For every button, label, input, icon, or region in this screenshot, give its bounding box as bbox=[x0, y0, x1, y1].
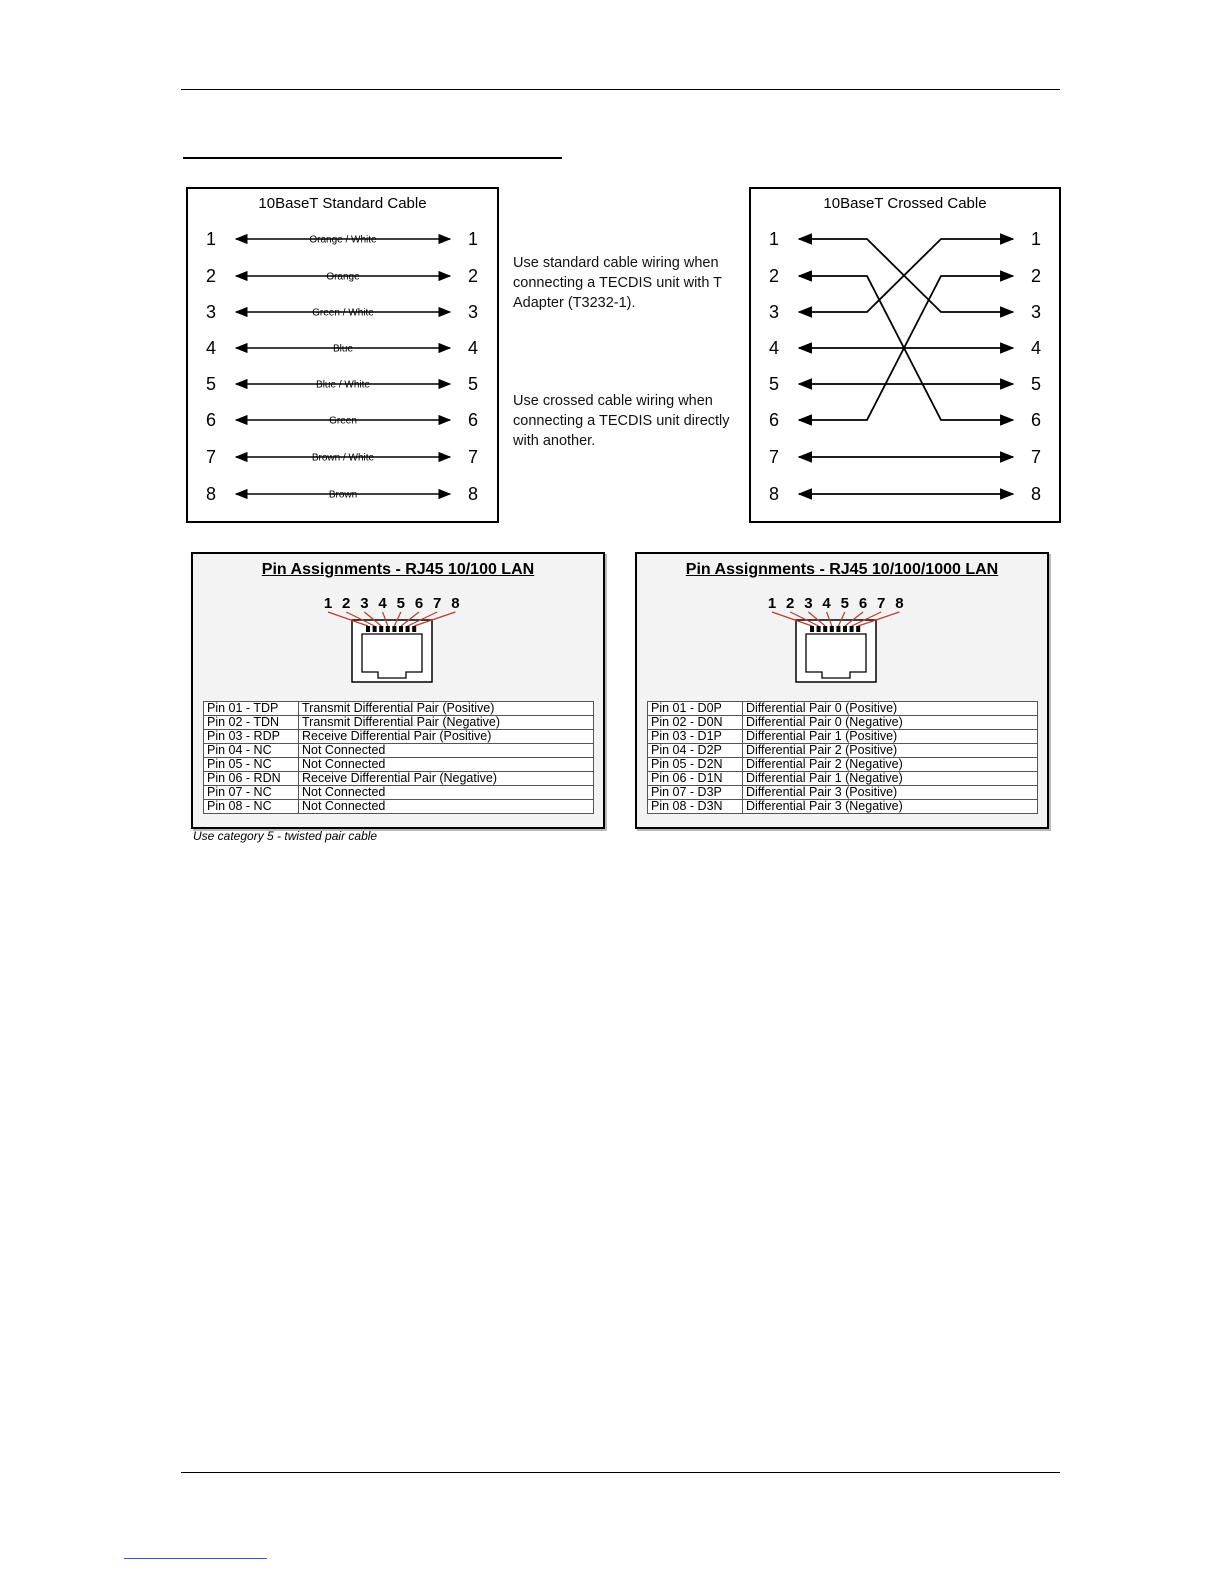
pin-description-cell: Not Connected bbox=[299, 744, 594, 758]
rj45-10-100-1000-pin-number: 1 bbox=[767, 595, 777, 612]
pin-description-cell: Differential Pair 2 (Positive) bbox=[743, 744, 1038, 758]
rj45-10-100-pin-number: 2 bbox=[342, 595, 351, 612]
pin-id-cell: Pin 07 - D3P bbox=[648, 786, 743, 800]
rj45-contact bbox=[373, 626, 377, 632]
standard-wire-label: Brown bbox=[328, 489, 358, 501]
pin-assignments-10-100-title: Pin Assignments - RJ45 10/100 LAN bbox=[261, 561, 535, 578]
standard-wire-label: Green bbox=[329, 415, 357, 427]
standard-left-pin-number: 5 bbox=[206, 374, 217, 394]
rj45-contact bbox=[379, 626, 383, 632]
rj45-contact bbox=[399, 626, 403, 632]
rj45-10-100-pin-number: 5 bbox=[396, 595, 405, 612]
crossed-cable-diagram bbox=[749, 187, 1061, 523]
rj45-body bbox=[352, 620, 432, 682]
pin-id-cell: Pin 05 - D2N bbox=[648, 758, 743, 772]
pin-id-cell: Pin 06 - D1N bbox=[648, 772, 743, 786]
crossed-right-pin-number: 3 bbox=[1031, 302, 1042, 322]
rj45-contact bbox=[830, 626, 834, 632]
rj45-10-100-pin-number: 1 bbox=[323, 595, 333, 612]
pin-id-cell: Pin 04 - NC bbox=[204, 744, 299, 758]
rj45-10-100-1000-pin-number: 7 bbox=[877, 595, 886, 612]
rj45-10-100-pin-number: 6 bbox=[414, 595, 424, 612]
crossed-right-pin-number: 6 bbox=[1031, 410, 1042, 430]
pin-row bbox=[204, 702, 594, 716]
pin-row bbox=[648, 744, 1038, 758]
rj45-contact bbox=[850, 626, 854, 632]
crossed-right-pin-number: 4 bbox=[1031, 338, 1042, 358]
crossed-left-pin-number: 3 bbox=[769, 302, 780, 322]
standard-left-pin-number: 7 bbox=[206, 447, 217, 467]
pin-row bbox=[204, 786, 594, 800]
pin-assignments-10-100-1000-title: Pin Assignments - RJ45 10/100/1000 LAN bbox=[685, 561, 999, 578]
pin-row bbox=[648, 758, 1038, 772]
pin-row bbox=[648, 702, 1038, 716]
pin-row bbox=[204, 800, 594, 814]
rj45-pin-line bbox=[328, 612, 368, 626]
pin-id-cell: Pin 04 - D2P bbox=[648, 744, 743, 758]
crossed-left-pin-number: 7 bbox=[769, 447, 780, 467]
rj45-10-100-1000-pin-number: 3 bbox=[804, 595, 813, 612]
pin-description-cell: Differential Pair 3 (Positive) bbox=[743, 786, 1038, 800]
standard-wire-label: Blue bbox=[332, 343, 354, 355]
pin-id-cell: Pin 01 - D0P bbox=[648, 702, 743, 716]
crossed-right-pin-number: 1 bbox=[1031, 229, 1042, 249]
rj45-contact bbox=[817, 626, 821, 632]
pin-row bbox=[648, 786, 1038, 800]
standard-wire-label: Orange / White bbox=[309, 234, 377, 246]
pin-assignments-10-100-1000-panel bbox=[635, 552, 1049, 829]
pin-description-cell: Differential Pair 3 (Negative) bbox=[743, 800, 1038, 814]
rj45-10-100-1000-pin-number: 2 bbox=[786, 595, 795, 612]
pin-id-cell: Pin 01 - TDP bbox=[204, 702, 299, 716]
standard-wire-label: Brown / White bbox=[311, 452, 375, 464]
pin-row bbox=[204, 716, 594, 730]
rj45-10-100-1000-pin-number: 5 bbox=[840, 595, 849, 612]
pin-assignments-10-100-1000-table bbox=[647, 701, 1038, 814]
rj45-10-100-pin-number: 3 bbox=[360, 595, 369, 612]
pin-description-cell: Differential Pair 2 (Negative) bbox=[743, 758, 1038, 772]
crossed-left-pin-number: 2 bbox=[769, 266, 780, 286]
pin-row bbox=[648, 772, 1038, 786]
header-rule bbox=[181, 89, 1060, 90]
standard-right-pin-number: 2 bbox=[468, 266, 479, 286]
rj45-contact bbox=[392, 626, 396, 632]
rj45-pin-line bbox=[772, 612, 812, 626]
standard-wire-label: Green / White bbox=[312, 307, 374, 319]
crossed-left-pin-number: 4 bbox=[769, 338, 780, 358]
rj45-connector-icon bbox=[760, 590, 924, 700]
pin-row bbox=[204, 744, 594, 758]
standard-left-pin-number: 1 bbox=[206, 229, 217, 249]
rj45-pin-line bbox=[414, 612, 455, 626]
crossed-left-pin-number: 5 bbox=[769, 374, 780, 394]
standard-right-pin-number: 5 bbox=[468, 374, 479, 394]
rj45-contact bbox=[366, 626, 370, 632]
crossed-cable-title: 10BaseT Crossed Cable bbox=[823, 195, 987, 212]
cable-category-caption: Use category 5 - twisted pair cable bbox=[193, 829, 378, 843]
standard-right-pin-number: 6 bbox=[468, 410, 479, 430]
pin-assignments-10-100-table bbox=[203, 701, 594, 814]
rj45-contact bbox=[823, 626, 827, 632]
rj45-10-100-pin-number: 8 bbox=[451, 595, 460, 612]
pin-id-cell: Pin 03 - D1P bbox=[648, 730, 743, 744]
pin-description-cell: Differential Pair 1 (Positive) bbox=[743, 730, 1038, 744]
standard-left-pin-number: 6 bbox=[206, 410, 217, 430]
standard-cable-note: Use standard cable wiring when connecting a TECDIS unit with T Adapter (T3232-1). bbox=[513, 255, 722, 311]
footer-link-underline bbox=[124, 1558, 267, 1559]
crossed-right-pin-number: 5 bbox=[1031, 374, 1042, 394]
crossed-right-pin-number: 7 bbox=[1031, 447, 1042, 467]
crossed-cable-note: Use crossed cable wiring when connecting a TECDIS unit directly with another. bbox=[513, 393, 730, 449]
pin-id-cell: Pin 08 - D3N bbox=[648, 800, 743, 814]
standard-wire-label: Blue / White bbox=[316, 379, 370, 391]
rj45-body bbox=[796, 620, 876, 682]
standard-right-pin-number: 1 bbox=[468, 229, 479, 249]
rj45-10-100-pin-number: 7 bbox=[433, 595, 442, 612]
standard-left-pin-number: 8 bbox=[206, 484, 217, 504]
pin-id-cell: Pin 03 - RDP bbox=[204, 730, 299, 744]
rj45-contact bbox=[843, 626, 847, 632]
rj45-contact bbox=[406, 626, 410, 632]
pin-description-cell: Not Connected bbox=[299, 758, 594, 772]
rj45-contact bbox=[810, 626, 814, 632]
standard-right-pin-number: 3 bbox=[468, 302, 479, 322]
rj45-10-100-1000-pin-number: 4 bbox=[822, 595, 831, 612]
crossed-left-pin-number: 8 bbox=[769, 484, 780, 504]
pin-row bbox=[204, 758, 594, 772]
standard-left-pin-number: 2 bbox=[206, 266, 217, 286]
rj45-contact bbox=[856, 626, 860, 632]
rj45-contact bbox=[836, 626, 840, 632]
standard-wire-label: Orange bbox=[326, 271, 360, 283]
pin-id-cell: Pin 02 - TDN bbox=[204, 716, 299, 730]
rj45-contact bbox=[386, 626, 390, 632]
pin-row bbox=[648, 800, 1038, 814]
crossed-cable-wiring bbox=[751, 189, 1059, 521]
rj45-contact bbox=[412, 626, 416, 632]
pin-id-cell: Pin 07 - NC bbox=[204, 786, 299, 800]
pin-description-cell: Not Connected bbox=[299, 800, 594, 814]
standard-cable-diagram bbox=[186, 187, 499, 523]
pin-description-cell: Receive Differential Pair (Negative) bbox=[299, 772, 594, 786]
pin-row bbox=[204, 772, 594, 786]
pin-description-cell: Not Connected bbox=[299, 786, 594, 800]
rj45-10-100-1000-pin-number: 6 bbox=[858, 595, 868, 612]
pin-description-cell: Differential Pair 0 (Positive) bbox=[743, 702, 1038, 716]
pin-id-cell: Pin 08 - NC bbox=[204, 800, 299, 814]
pin-description-cell: Differential Pair 1 (Negative) bbox=[743, 772, 1038, 786]
crossed-left-pin-number: 6 bbox=[769, 410, 780, 430]
standard-right-pin-number: 4 bbox=[468, 338, 479, 358]
rj45-pin-line bbox=[858, 612, 899, 626]
pin-description-cell: Transmit Differential Pair (Negative) bbox=[299, 716, 594, 730]
pin-description-cell: Transmit Differential Pair (Positive) bbox=[299, 702, 594, 716]
pin-row bbox=[648, 730, 1038, 744]
crossed-right-pin-number: 2 bbox=[1031, 266, 1042, 286]
section-heading-rule bbox=[183, 157, 562, 159]
pin-id-cell: Pin 05 - NC bbox=[204, 758, 299, 772]
pin-assignments-10-100-panel bbox=[191, 552, 605, 829]
pin-description-cell: Differential Pair 0 (Negative) bbox=[743, 716, 1038, 730]
footer-rule bbox=[181, 1472, 1060, 1473]
standard-left-pin-number: 3 bbox=[206, 302, 217, 322]
crossed-left-pin-number: 1 bbox=[769, 229, 780, 249]
pin-row bbox=[648, 716, 1038, 730]
pin-id-cell: Pin 06 - RDN bbox=[204, 772, 299, 786]
crossed-right-pin-number: 8 bbox=[1031, 484, 1042, 504]
pin-id-cell: Pin 02 - D0N bbox=[648, 716, 743, 730]
rj45-connector-icon bbox=[316, 590, 480, 700]
rj45-10-100-pin-number: 4 bbox=[378, 595, 387, 612]
standard-cable-wiring bbox=[188, 189, 497, 521]
rj45-10-100-1000-pin-number: 8 bbox=[895, 595, 904, 612]
standard-right-pin-number: 7 bbox=[468, 447, 479, 467]
pin-row bbox=[204, 730, 594, 744]
pin-description-cell: Receive Differential Pair (Positive) bbox=[299, 730, 594, 744]
standard-left-pin-number: 4 bbox=[206, 338, 217, 358]
standard-right-pin-number: 8 bbox=[468, 484, 479, 504]
standard-cable-title: 10BaseT Standard Cable bbox=[258, 195, 427, 212]
